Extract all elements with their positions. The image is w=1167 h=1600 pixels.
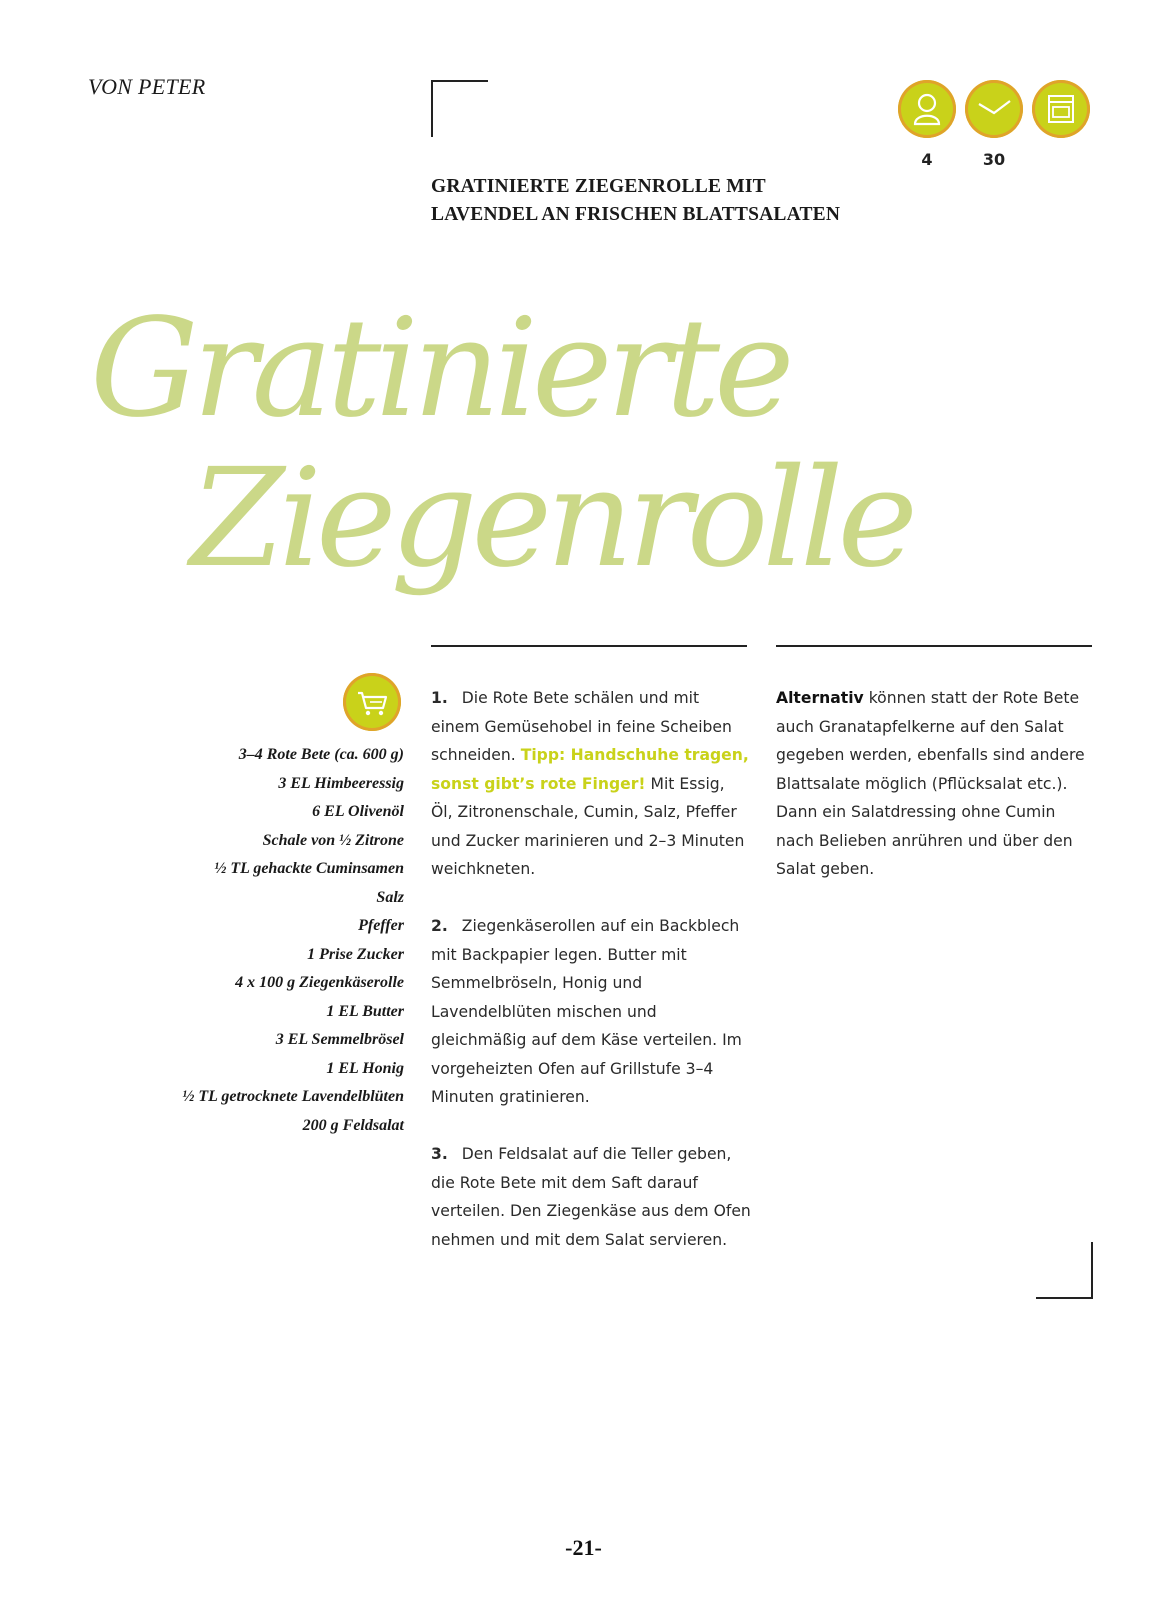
script-title [70, 270, 912, 640]
shopping-cart-icon [343, 673, 401, 731]
script-title-line-2: Ziegenrolle [190, 440, 912, 598]
step-text: Den Feldsalat auf die Teller geben, die Rote Bete mit dem Saft darauf verteilen. Den Ziegenkäse aus dem Ofen nehmen und mit dem Salat servieren. [431, 1145, 751, 1249]
person-icon [898, 80, 956, 138]
ingredient-item: 3–4 Rote Bete (ca. 600 g) [238, 746, 404, 763]
step-number: 1. [431, 689, 448, 707]
author-label: VON PETER [88, 74, 206, 99]
ingredient-list [44, 741, 404, 1140]
ingredient-item: 1 EL Butter [326, 1002, 404, 1020]
preparation-steps [431, 684, 751, 1283]
ingredient-item: 200 g Feldsalat [302, 1116, 404, 1134]
ingredient-item: Schale von ½ Zitrone [262, 831, 404, 849]
alternative-text: können statt der Rote Bete auch Granatapfelkerne auf den Salat gegeben werden, ebenfalls sind andere Blattsalate möglich (Pflücksalat etc.). Dann ein Salatdressing ohne Cumin nach Belieben anrühren und über den Salat geben. [776, 689, 1085, 878]
alternative-note [776, 684, 1096, 884]
alternative-lead: Alternativ [776, 689, 864, 707]
page-number: -21- [565, 1535, 602, 1560]
divider-rule-right [776, 645, 1092, 647]
ingredient-item: Pfeffer [358, 917, 404, 934]
recipe-title [431, 173, 951, 229]
recipe-title-line-2: LAVENDEL AN FRISCHEN BLATTSALATEN [431, 204, 841, 225]
servings-count: 4 [921, 150, 933, 169]
corner-mark-bottom-right [1036, 1242, 1093, 1299]
step-text: Ziegenkäserollen auf ein Backblech mit Backpapier legen. Butter mit Semmelbröseln, Honig und Lavendelblüten mischen und gleichmäßig auf dem Käse verteilen. Im vorgeheizten Ofen auf Grillstufe 3–4 Minuten gratinieren. [431, 917, 742, 1106]
divider-rule-left [431, 645, 747, 647]
ingredient-item: 1 EL Honig [326, 1059, 404, 1077]
ingredient-item: ½ TL gehackte Cuminsamen [214, 860, 404, 877]
recipe-title-line-1: GRATINIERTE ZIEGENROLLE MIT [431, 176, 766, 197]
ingredient-item: ½ TL getrocknete Lavendelblüten [182, 1088, 404, 1105]
ingredient-item: 4 x 100 g Ziegenkäserolle [235, 974, 404, 991]
ingredient-item: 6 EL Olivenöl [312, 803, 404, 820]
ingredient-item: 3 EL Semmelbrösel [275, 1031, 404, 1048]
tip-text: Tipp: Handschuhe tragen, sonst gibt’s rote Finger! [431, 746, 749, 793]
corner-mark-top-left [431, 80, 488, 137]
oven-icon [1032, 80, 1090, 138]
step-text: Die Rote Bete schälen und mit einem Gemüsehobel in feine Scheiben schneiden. [431, 689, 732, 764]
ingredient-item: 1 Prise Zucker [307, 945, 404, 963]
step-2 [431, 912, 751, 1112]
step-text: Mit Essig, Öl, Zitronenschale, Cumin, Salz, Pfeffer und Zucker marinieren und 2–3 Minuten weichkneten. [431, 774, 745, 878]
step-number: 2. [431, 917, 448, 935]
time-minutes: 30 [982, 150, 1006, 169]
step-1 [431, 684, 751, 884]
ingredient-item: 3 EL Himbeeressig [278, 774, 404, 792]
step-3 [431, 1140, 751, 1254]
script-title-line-1: Gratinierte [90, 290, 789, 448]
step-number: 3. [431, 1145, 448, 1163]
ingredient-item: Salz [376, 888, 404, 906]
clock-icon [965, 80, 1023, 138]
